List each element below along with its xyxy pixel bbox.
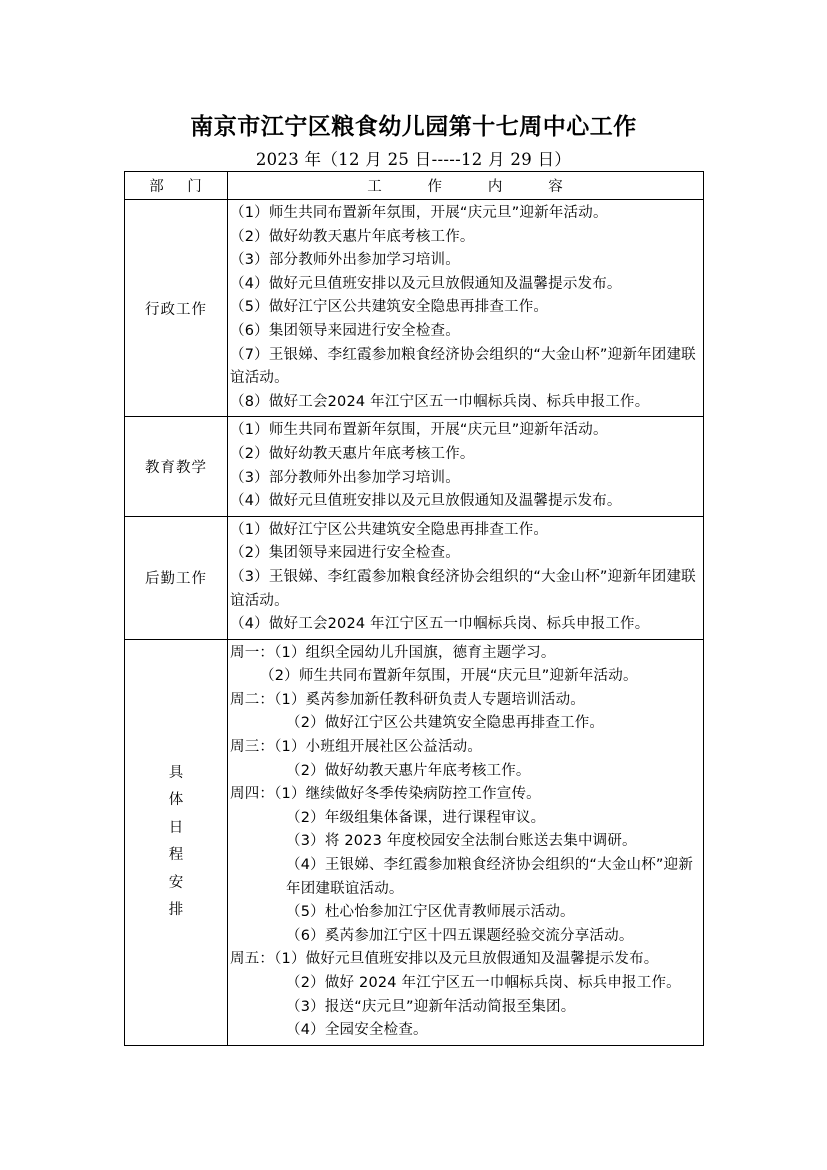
list-item: （4）做好工会2024 年江宁区五一巾帼标兵岗、标兵申报工作。 xyxy=(230,616,650,633)
list-item: （7）王银娣、李红霞参加粮食经济协会组织的“大金山杯”迎新年团建联谊活动。 xyxy=(230,346,696,387)
section-lines xyxy=(228,516,704,639)
list-item: （4）做好元旦值班安排以及元旦放假通知及温馨提示发布。 xyxy=(230,275,622,292)
list-item: （4）做好元旦值班安排以及元旦放假通知及温馨提示发布。 xyxy=(230,493,622,510)
list-item: （1）做好江宁区公共建筑安全隐患再排查工作。 xyxy=(230,521,549,538)
schedule-item: 周五：（1）做好元旦值班安排以及元旦放假通知及温馨提示发布。 xyxy=(230,951,659,968)
schedule-item: 周四：（1）继续做好冬季传染病防控工作宣传。 xyxy=(230,786,541,803)
list-item: （6）集团领导来园进行安全检查。 xyxy=(230,322,460,339)
section-admin xyxy=(125,200,704,417)
header-dept: 部 门 xyxy=(125,172,228,200)
schedule-item: （2）师生共同布置新年氛围，开展“庆元旦”迎新年活动。 xyxy=(260,668,638,685)
dept-char: 具 xyxy=(168,764,184,781)
dept-label: 后勤工作 xyxy=(125,516,228,639)
list-item: （3）部分教师外出参加学习培训。 xyxy=(230,252,460,269)
list-item: （2）集团领导来园进行安全检查。 xyxy=(230,545,460,562)
schedule-lines xyxy=(228,639,704,1045)
dept-char: 排 xyxy=(168,902,184,919)
list-item: （8）做好工会2024 年江宁区五一巾帼标兵岗、标兵申报工作。 xyxy=(230,393,650,410)
schedule-item: 周三：（1）小班组开展社区公益活动。 xyxy=(230,739,483,756)
dept-char: 安 xyxy=(168,874,184,891)
list-item: （3）王银娣、李红霞参加粮食经济协会组织的“大金山杯”迎新年团建联谊活动。 xyxy=(230,568,696,609)
section-teaching xyxy=(125,417,704,516)
schedule-item: （3）报送“庆元旦”迎新年活动简报至集团。 xyxy=(286,998,576,1015)
list-item: （2）做好幼教天惠片年底考核工作。 xyxy=(230,445,475,462)
schedule-item: 周一：（1）组织全园幼儿升国旗，德育主题学习。 xyxy=(230,644,556,661)
list-item: （3）部分教师外出参加学习培训。 xyxy=(230,469,460,486)
dept-char: 程 xyxy=(168,847,184,864)
schedule-item: 周二：（1）奚芮参加新任教科研负责人专题培训活动。 xyxy=(230,691,585,708)
work-table xyxy=(124,171,704,1046)
section-lines xyxy=(228,417,704,516)
dept-char: 体 xyxy=(168,792,184,809)
schedule-item: （6）奚芮参加江宁区十四五课题经验交流分享活动。 xyxy=(286,927,634,944)
list-item: （1）师生共同布置新年氛围，开展“庆元旦”迎新年活动。 xyxy=(230,422,608,439)
schedule-item: （2）做好幼教天惠片年底考核工作。 xyxy=(286,762,531,779)
schedule-item: （3）将 2023 年度校园安全法制台账送去集中调研。 xyxy=(286,833,637,850)
header-content: 工 作 内 容 xyxy=(228,172,704,200)
dept-char: 日 xyxy=(168,819,184,836)
list-item: （2）做好幼教天惠片年底考核工作。 xyxy=(230,228,475,245)
list-item: （1）师生共同布置新年氛围，开展“庆元旦”迎新年活动。 xyxy=(230,205,608,221)
table-header-row xyxy=(125,172,704,200)
dept-label-vertical xyxy=(125,639,228,1045)
schedule-item: （2）做好江宁区公共建筑安全隐患再排查工作。 xyxy=(286,715,605,732)
dept-label: 行政工作 xyxy=(125,200,228,417)
schedule-item: （4）全园安全检查。 xyxy=(286,1022,428,1039)
date-range: 2023 年（12 月 25 日-----12 月 29 日） xyxy=(255,150,572,169)
section-logistics xyxy=(125,516,704,639)
dept-label: 教育教学 xyxy=(125,417,228,516)
section-schedule xyxy=(125,639,704,1045)
schedule-item: （2）年级组集体备课，进行课程审议。 xyxy=(286,809,546,826)
schedule-item: （4）王银娣、李红霞参加粮食经济协会组织的“大金山杯”迎新年团建联谊活动。 xyxy=(286,857,694,897)
section-lines xyxy=(228,200,704,417)
page-title: 南京市江宁区粮食幼儿园第十七周中心工作 xyxy=(190,113,637,140)
schedule-item: （5）杜心怡参加江宁区优青教师展示活动。 xyxy=(286,904,575,921)
list-item: （5）做好江宁区公共建筑安全隐患再排查工作。 xyxy=(230,299,549,316)
schedule-item: （2）做好 2024 年江宁区五一巾帼标兵岗、标兵申报工作。 xyxy=(286,975,681,991)
